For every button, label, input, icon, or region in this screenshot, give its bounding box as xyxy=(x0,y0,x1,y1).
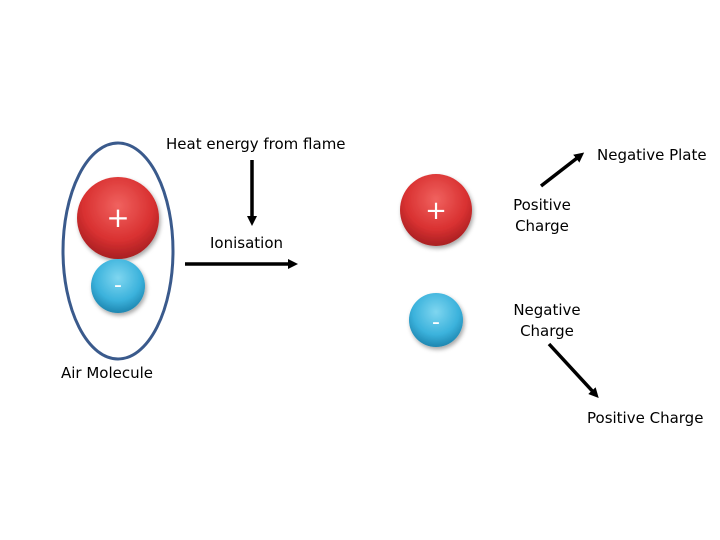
negative-charge-line-1: Negative xyxy=(513,301,581,319)
negative-plate-label: Negative Plate xyxy=(597,146,707,164)
positive-charge-line-2: Charge xyxy=(515,217,569,235)
left-minus-symbol: - xyxy=(114,273,122,298)
positive-charge-arrow xyxy=(549,344,596,395)
left-positive-particle xyxy=(77,177,159,259)
right-plus-symbol: + xyxy=(425,196,447,226)
positive-charge-line-1: Positive xyxy=(513,196,571,214)
negative-plate-arrow xyxy=(541,155,581,186)
left-negative-particle xyxy=(91,259,145,313)
heat-energy-label: Heat energy from flame xyxy=(166,135,346,153)
left-plus-symbol: + xyxy=(106,201,130,234)
ionisation-label: Ionisation xyxy=(210,234,284,252)
air-molecule-label: Air Molecule xyxy=(61,364,154,382)
right-positive-particle xyxy=(400,174,472,246)
negative-charge-line-2: Charge xyxy=(520,322,574,340)
positive-charge-label xyxy=(510,195,574,237)
positive-charge-target-label: Positive Charge xyxy=(587,409,704,427)
right-negative-particle xyxy=(409,293,463,347)
right-minus-symbol: - xyxy=(432,310,440,335)
negative-charge-label xyxy=(510,300,584,342)
